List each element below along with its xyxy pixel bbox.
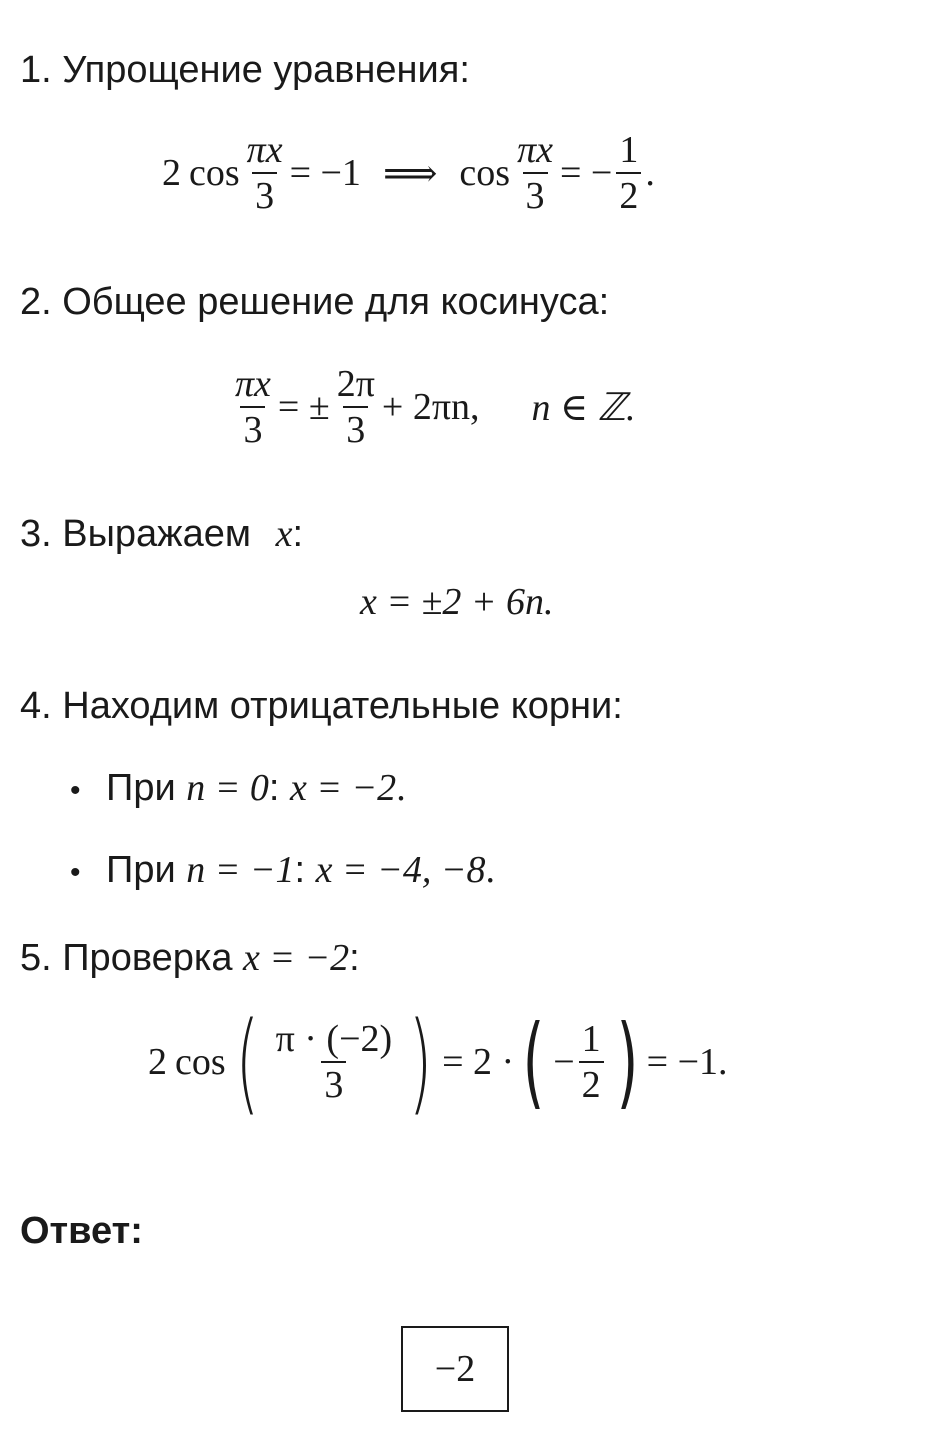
root-1-end: . xyxy=(396,767,406,809)
eq2-op: = ± xyxy=(277,386,330,428)
eq5-num: π · (−2) xyxy=(275,1018,393,1060)
equation-general-solution xyxy=(228,360,635,454)
answer-box xyxy=(401,1326,509,1412)
eq1-cos: cos xyxy=(189,152,240,194)
eq2-lhs-fraction xyxy=(232,364,274,450)
eq5-mid: = 2 · xyxy=(442,1041,515,1083)
right-paren: ) xyxy=(616,1003,638,1120)
step-4-heading: 4. Находим отрицательные корни: xyxy=(20,685,623,727)
root-2-prefix: При xyxy=(106,849,176,891)
eq1-frac2-num: πx xyxy=(517,129,553,171)
bullet-icon: • xyxy=(70,774,81,807)
left-paren: ( xyxy=(522,1003,545,1120)
root-2-cond: n = −1 xyxy=(186,849,295,891)
eq1-cos-2: cos xyxy=(459,152,511,194)
step-5-heading xyxy=(20,936,360,980)
step-1-heading: 1. Упрощение уравнения: xyxy=(20,49,470,91)
step-3-heading-colon: : xyxy=(292,513,303,555)
root-1-cond: n = 0 xyxy=(186,767,269,809)
left-paren: ( xyxy=(235,998,259,1126)
eq2-fraction xyxy=(334,364,378,450)
eq5-fraction xyxy=(273,1019,396,1105)
equation-x xyxy=(360,578,554,626)
eq5-half-num: 1 xyxy=(581,1018,601,1060)
eq1-rhs2-sign: = − xyxy=(559,152,613,194)
equation-check xyxy=(148,998,728,1126)
eq1-frac-den: 3 xyxy=(252,172,277,216)
eq1-fraction xyxy=(244,130,286,216)
root-1-value: x = −2 xyxy=(290,767,397,809)
eq1-half-den: 2 xyxy=(616,172,641,216)
eq2-lhs-den: 3 xyxy=(240,406,265,450)
eq1-half-fraction xyxy=(616,130,641,216)
eq5-result: = −1. xyxy=(646,1041,728,1083)
root-1-sep: : xyxy=(268,767,280,809)
step-3-heading xyxy=(20,512,303,556)
eq1-half-num: 1 xyxy=(619,129,639,171)
list-item xyxy=(70,848,495,895)
eq1-coef: 2 xyxy=(162,152,181,194)
bullet-icon: • xyxy=(70,856,81,889)
eq2-lhs-num: πx xyxy=(235,363,271,405)
eq5-den: 3 xyxy=(321,1061,346,1105)
eq1-rhs: = −1 xyxy=(289,152,361,194)
step-5-heading-text: 5. Проверка xyxy=(20,937,233,979)
eq1-end: . xyxy=(645,152,655,194)
eq5-cos: cos xyxy=(175,1041,226,1083)
list-item xyxy=(70,766,406,813)
eq2-domain: n ∈ ℤ. xyxy=(531,386,636,429)
root-2-sep: : xyxy=(294,849,306,891)
eq1-frac-num: πx xyxy=(246,129,283,171)
right-paren: ) xyxy=(408,998,433,1126)
answer-label: Ответ: xyxy=(20,1210,143,1252)
eq5-half-den: 2 xyxy=(579,1061,604,1105)
root-2-value: x = −4, −8 xyxy=(315,849,486,891)
eq2-frac-num: 2π xyxy=(336,363,375,405)
step-5-heading-colon: : xyxy=(349,937,360,979)
eq2-tail: + 2πn, xyxy=(381,386,480,428)
step-3-heading-var: x xyxy=(275,513,293,555)
step-2-heading: 2. Общее решение для косинуса: xyxy=(20,281,610,323)
answer-value: −2 xyxy=(434,1348,476,1390)
step-3-heading-text: 3. Выражаем xyxy=(20,513,251,555)
eq5-coef: 2 xyxy=(148,1041,167,1083)
eq1-frac2-den: 3 xyxy=(523,172,548,216)
eq3-text: x = ±2 + 6n. xyxy=(360,581,554,623)
eq5-neg: − xyxy=(553,1041,575,1083)
step-5-heading-math: x = −2 xyxy=(243,937,350,979)
equation-simplify xyxy=(162,126,655,220)
root-2-end: . xyxy=(485,849,495,891)
eq5-half-fraction xyxy=(579,1019,604,1105)
implies-symbol: ⟹ xyxy=(382,152,438,195)
eq2-frac-den: 3 xyxy=(343,406,368,450)
eq1-fraction-2 xyxy=(514,130,556,216)
root-1-prefix: При xyxy=(106,767,176,809)
